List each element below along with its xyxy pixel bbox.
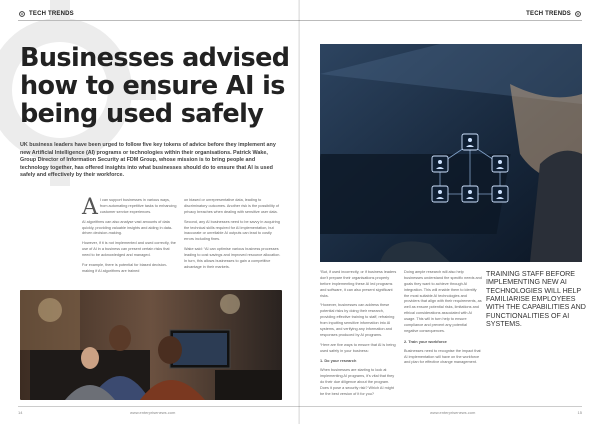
body-column-3 [320,270,398,402]
right-page [300,0,600,424]
footer-url: www.enterprisenews.com [430,410,476,415]
body-paragraph: on biased or unrepresentative data, leading to discriminatory outcomes. Another risk is the possibility of privacy breaches when dealing with sensitive user data. [184,198,279,214]
pull-quote: TRAINING STAFF BEFORE IMPLEMENTING NEW AI TECHNOLOGIES WILL HELP FAMILIARISE EMPLOYEES WITH THE CAPABILITIES AND FUNCTIONALITIES OF AI SYSTEMS. [486,270,586,329]
body-paragraph: Businesses need to recognise the impact that AI implementation will have on the workforce and plan for effective change management. [404,348,481,365]
section-tag-label: TECH TRENDS [526,11,571,17]
body-paragraph: However, if it is not implemented and used correctly, the use of AI in a business can present certain risks that need to be acknowledged and managed. [82,241,176,257]
footer-rule [18,406,300,407]
drop-cap: A [82,195,98,220]
body-paragraph: Wake said: “AI can optimise various business processes leading to cost savings and improved resource allocation. In turn, this allows businesses to gain a competitive advantage in their markets. [184,247,281,269]
section-tag [18,10,74,18]
body-paragraph: Doing ample research will also help businesses understand the specific needs and goals they want to achieve through AI integration. This will enable them to identify the most suitable AI technologies and providers that align with their requirements, as well as ensure potential risks, limitations and ethical considerations associated with AI usage. This will in turn help to ensure compliance and prevent any potential negative consequences. [404,270,482,333]
body-paragraph: “However, businesses can address these potential risks by doing their research, providing effective training to staff, refraining from inputting sensitive information into AI systems, and verifying any information and responses produced by AI programs. [320,303,395,337]
body-column-1 [82,195,177,279]
office-workers-photo [20,290,282,400]
footer-url: www.enterprisenews.com [130,410,176,415]
body-paragraph: AI algorithms can also analyse vast amounts of data quickly, providing valuable insights and aiding in data-driven decision-making. [82,219,173,236]
headline: Businesses advised how to ensure AI is being used safely [20,43,290,130]
body-paragraph: A I can support businesses in various ways, from automating repetitive tasks to enhancing customer service experiences. [82,195,177,220]
body-paragraph: “Here are five ways to ensure that AI is being used safely in your business: [320,342,396,353]
ai-network-hero-photo [320,44,582,262]
gear-icon [18,10,26,18]
gear-icon [574,10,582,18]
body-column-2 [184,198,282,275]
section-tag [526,10,582,18]
body-paragraph: For example, there is potential for biased decision-making if AI algorithms are trained [82,262,168,273]
header-rule [18,20,300,21]
body-paragraph: When businesses are starting to look at implementing AI programs, it's vital that they do their due diligence about the program. Does it pose a security risk? Which AI might be the best version of it for you? [320,368,395,396]
subheading-train: 2. Train your workforce [404,338,447,344]
body-paragraph: Second, any AI businesses need to be savvy in acquiring the technical skills required for AI implementation, but inaccurate or unreliable AI outputs can lead to costly errors including fines. [184,219,280,242]
section-tag-label: TECH TRENDS [29,11,74,17]
body-column-4 [404,270,482,370]
standfirst: UK business leaders have been urged to follow five key tokens of advice before they implement any new Artificial Intelligence (AI) programs or technologies within their organisations. Patrick Wake, Group Director of Information Security at FDM Group, whose mission is to bring people and technology together, has offered insights into what businesses should do to ensure that AI is used safely and effectively by their workforce. [20,142,276,179]
page-number: 14 [18,410,23,415]
page-number: 15 [577,410,582,415]
footer-rule [300,406,582,407]
header-rule [300,20,582,21]
subheading-research: 1. Do your research [320,358,357,364]
body-paragraph: “But, if used incorrectly, or if business leaders don't prepare their organisations properly before implementing these AI led programs and software, it can also present significant risks. [320,270,397,298]
